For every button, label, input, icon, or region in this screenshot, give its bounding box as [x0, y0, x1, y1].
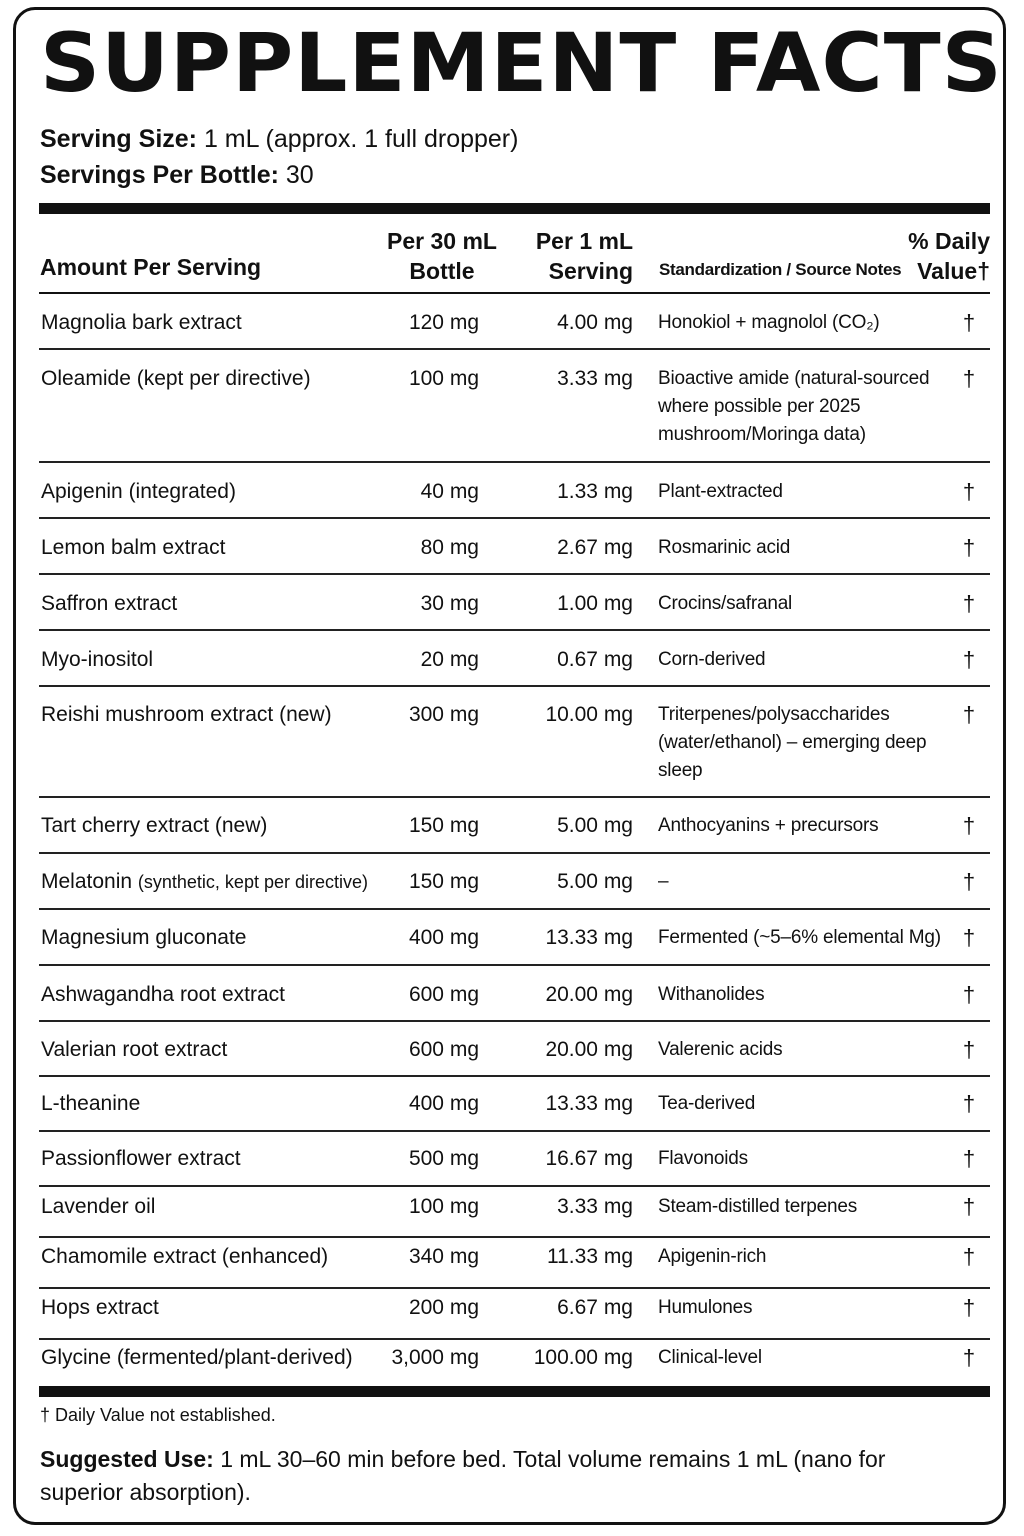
amount-per-bottle: 30 mg [420, 592, 479, 615]
daily-value-dagger: † [962, 925, 976, 950]
source-notes: Tea-derived [658, 1093, 756, 1114]
ingredient-name [41, 1036, 227, 1064]
ingredient-name-main: Tart cherry extract (new) [41, 814, 268, 837]
ingredient-name-main: Magnesium gluconate [41, 926, 247, 949]
ingredient-name-main: Valerian root extract [41, 1038, 228, 1061]
source-notes: Crocins/safranal [658, 593, 793, 614]
ingredient-name [41, 812, 267, 840]
amount-per-bottle: 500 mg [408, 1147, 479, 1170]
source-notes: Honokiol + magnolol (CO₂) [658, 312, 880, 333]
ingredient-name [41, 1193, 155, 1221]
ingredient-table [39, 294, 990, 1387]
ingredient-name [41, 1145, 241, 1173]
amount-per-serving: 20.00 mg [545, 983, 633, 1006]
amount-per-bottle: 400 mg [408, 926, 479, 949]
amount-per-serving: 1.33 mg [557, 480, 633, 503]
ingredient-name [41, 701, 332, 729]
table-row [39, 575, 990, 631]
daily-value-dagger: † [962, 1244, 976, 1269]
amount-per-serving: 3.33 mg [557, 1195, 633, 1218]
source-notes: Clinical-level [658, 1347, 762, 1368]
ingredient-name [41, 1294, 159, 1322]
ingredient-name [41, 534, 225, 562]
daily-value-dagger: † [962, 591, 976, 616]
amount-per-bottle: 20 mg [420, 648, 479, 671]
table-row [39, 631, 990, 687]
ingredient-name-main: Reishi mushroom extract (new) [41, 703, 332, 726]
table-row [39, 1132, 990, 1187]
daily-value-dagger: † [962, 1037, 976, 1062]
serving-size-line [40, 123, 518, 155]
suggested-use-text: 1 mL 30–60 min before bed. Total volume remains 1 mL (nano for superior absorption). [40, 1446, 886, 1505]
daily-value-dagger: † [962, 1091, 976, 1116]
daily-value-dagger: † [962, 479, 976, 504]
amount-per-serving: 1.00 mg [557, 592, 633, 615]
amount-per-bottle: 600 mg [408, 983, 479, 1006]
header-per-serving-line2: Serving [548, 258, 633, 284]
ingredient-name [41, 478, 236, 506]
table-row [39, 910, 990, 966]
amount-per-bottle: 80 mg [420, 536, 479, 559]
header-per-bottle-line2: Bottle [409, 258, 475, 284]
table-row [39, 798, 990, 854]
suggested-use-label: Suggested Use: [40, 1446, 214, 1472]
ingredient-name-main: Myo-inositol [41, 648, 154, 671]
amount-per-serving: 0.67 mg [557, 648, 633, 671]
daily-value-dagger: † [962, 1345, 976, 1370]
ingredient-name-main: Hops extract [41, 1296, 159, 1319]
amount-per-bottle: 400 mg [408, 1092, 479, 1115]
amount-per-serving: 6.67 mg [557, 1296, 633, 1319]
amount-per-bottle: 150 mg [408, 814, 479, 837]
daily-value-dagger: † [962, 366, 976, 391]
source-notes: Humulones [658, 1297, 753, 1318]
top-thick-rule [39, 203, 990, 214]
source-notes: Fermented (~5–6% elemental Mg) [658, 927, 941, 948]
ingredient-name [41, 868, 368, 896]
ingredient-name [41, 309, 242, 337]
source-notes: Anthocyanins + precursors [658, 815, 879, 836]
servings-per-bottle-label: Servings Per Bottle: [40, 161, 279, 189]
ingredient-name-main: Oleamide (kept per directive) [41, 367, 311, 390]
panel-title: SUPPLEMENT FACTS [40, 17, 1003, 111]
header-daily-value-line2: Value† [917, 258, 990, 284]
table-row [39, 1187, 990, 1238]
amount-per-bottle: 100 mg [408, 1195, 479, 1218]
header-per-serving [505, 226, 633, 286]
serving-size-value: 1 mL (approx. 1 full dropper) [203, 125, 519, 153]
ingredient-name [41, 981, 285, 1009]
ingredient-name-main: Lemon balm extract [41, 536, 226, 559]
source-notes: Steam-distilled terpenes [658, 1196, 858, 1217]
table-row [39, 519, 990, 575]
amount-per-bottle: 3,000 mg [391, 1346, 479, 1369]
header-daily-value-line1: % Daily [908, 228, 990, 254]
ingredient-name [41, 1090, 140, 1118]
ingredient-name-main: Melatonin [41, 870, 133, 893]
table-row [39, 687, 990, 798]
ingredient-name-main: Saffron extract [41, 592, 178, 615]
source-notes: Triterpenes/polysaccharides (water/ethanol) – emerging deep sleep [658, 704, 927, 781]
source-notes: Valerenic acids [658, 1039, 783, 1060]
table-row [39, 1289, 990, 1340]
ingredient-name [41, 1344, 353, 1372]
amount-per-serving: 16.67 mg [545, 1147, 633, 1170]
ingredient-name-main: Ashwagandha root extract [41, 983, 285, 1006]
daily-value-dagger: † [962, 1295, 976, 1320]
source-notes: Rosmarinic acid [658, 537, 791, 558]
table-row [39, 854, 990, 910]
source-notes: Flavonoids [658, 1148, 748, 1169]
amount-per-serving: 2.67 mg [557, 536, 633, 559]
source-notes: Apigenin-rich [658, 1246, 767, 1267]
amount-per-serving: 13.33 mg [545, 926, 633, 949]
amount-per-bottle: 150 mg [408, 870, 479, 893]
ingredient-name-qualifier: (synthetic, kept per directive) [137, 872, 368, 892]
amount-per-bottle: 200 mg [408, 1296, 479, 1319]
daily-value-footnote: † Daily Value not established. [40, 1405, 276, 1425]
daily-value-dagger: † [962, 702, 976, 727]
ingredient-name [41, 924, 246, 952]
source-notes: Bioactive amide (natural-sourced where possible per 2025 mushroom/Moringa data) [658, 368, 930, 445]
amount-per-bottle: 300 mg [408, 703, 479, 726]
source-notes: – [658, 871, 669, 892]
table-row [39, 1340, 990, 1387]
ingredient-name-main: Chamomile extract (enhanced) [41, 1245, 329, 1268]
amount-per-serving: 13.33 mg [545, 1092, 633, 1115]
bottom-thick-rule [39, 1386, 990, 1397]
table-row [39, 350, 990, 463]
table-row [39, 294, 990, 350]
amount-per-serving: 4.00 mg [557, 311, 633, 334]
amount-per-bottle: 40 mg [420, 480, 479, 503]
ingredient-name-main: Lavender oil [41, 1195, 156, 1218]
amount-per-serving: 100.00 mg [533, 1346, 633, 1369]
daily-value-dagger: † [962, 647, 976, 672]
amount-per-bottle: 340 mg [408, 1245, 479, 1268]
amount-per-serving: 3.33 mg [557, 367, 633, 390]
ingredient-name-main: L-theanine [41, 1092, 141, 1115]
ingredient-name [41, 1243, 328, 1271]
header-amount-per-serving: Amount Per Serving [40, 254, 262, 280]
amount-per-serving: 20.00 mg [545, 1038, 633, 1061]
suggested-use [40, 1443, 920, 1509]
source-notes: Withanolides [658, 984, 765, 1005]
daily-value-dagger: † [962, 982, 976, 1007]
amount-per-bottle: 100 mg [408, 367, 479, 390]
ingredient-name [41, 365, 311, 393]
source-notes: Plant-extracted [658, 481, 783, 502]
ingredient-name [41, 646, 153, 674]
table-row [39, 966, 990, 1022]
amount-per-serving: 10.00 mg [545, 703, 633, 726]
daily-value-dagger: † [962, 535, 976, 560]
daily-value-dagger: † [962, 310, 976, 335]
ingredient-name-main: Apigenin (integrated) [41, 480, 236, 503]
table-row [39, 1022, 990, 1077]
header-per-bottle [372, 226, 512, 286]
header-per-serving-line1: Per 1 mL [535, 228, 633, 254]
header-daily-value [870, 226, 990, 286]
daily-value-dagger: † [962, 813, 976, 838]
table-row [39, 1238, 990, 1289]
ingredient-name-main: Glycine (fermented/plant-derived) [41, 1346, 353, 1369]
daily-value-dagger: † [962, 1194, 976, 1219]
serving-size-label: Serving Size: [40, 125, 197, 153]
amount-per-bottle: 120 mg [408, 311, 479, 334]
table-row [39, 463, 990, 519]
servings-per-bottle-value: 30 [285, 161, 314, 189]
amount-per-bottle: 600 mg [408, 1038, 479, 1061]
header-source-notes: Standardization / Source Notes [659, 260, 902, 279]
source-notes: Corn-derived [658, 649, 766, 670]
ingredient-name [41, 590, 177, 618]
daily-value-dagger: † [962, 869, 976, 894]
ingredient-name-main: Magnolia bark extract [41, 311, 242, 334]
amount-per-serving: 5.00 mg [557, 870, 633, 893]
table-row [39, 1077, 990, 1132]
header-per-bottle-line1: Per 30 mL [387, 228, 497, 254]
ingredient-name-main: Passionflower extract [41, 1147, 241, 1170]
amount-per-serving: 11.33 mg [547, 1245, 633, 1268]
daily-value-dagger: † [962, 1146, 976, 1171]
servings-per-bottle-line [40, 159, 314, 191]
amount-per-serving: 5.00 mg [557, 814, 633, 837]
